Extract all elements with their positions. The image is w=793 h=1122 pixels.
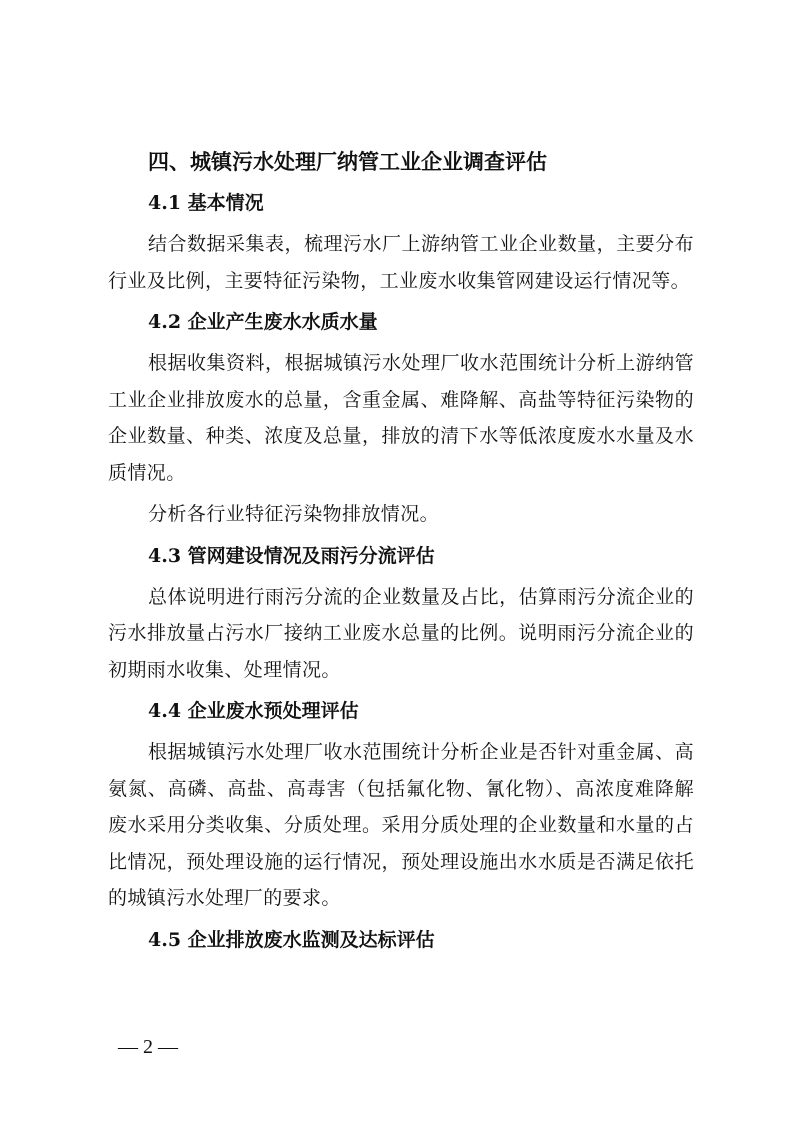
section-heading: 四、城镇污水处理厂纳管工业企业调查评估 [148, 150, 547, 174]
subsection-title-4-3: 4.3 管网建设情况及雨污分流评估 [148, 544, 435, 567]
subsection-title-4-2: 4.2 企业产生废水水质水量 [148, 311, 378, 333]
page-number: — 2 — [118, 1036, 178, 1058]
paragraph-4-2-water-quality: 根据收集资料，根据城镇污水处理厂收水范围统计分析上游纳管工业企业排放废水的总量，含重金属、难降解、高盐等特征污染物的企业数量、种类、浓度及总量，排放的清下水等低浓度废水水量及水质情况。 [108, 352, 694, 484]
document-body [108, 144, 694, 963]
paragraph-4-2-industry-pollutants: 分析各行业特征污染物排放情况。 [148, 503, 440, 525]
subsection-title-4-4: 4.4 企业废水预处理评估 [148, 700, 359, 722]
subsection-title-4-5: 4.5 企业排放废水监测及达标评估 [148, 928, 435, 951]
subsection-title-4-1: 4.1 基本情况 [148, 192, 264, 214]
paragraph-4-4-pretreatment: 根据城镇污水处理厂收水范围统计分析企业是否针对重金属、高氨氮、高磷、高盐、高毒害（包括氟化物、氰化物）、高浓度难降解废水采用分类收集、分质处理。采用分质处理的企业数量和水量的占比情况，预处理设施的运行情况，预处理设施出水水质是否满足依托的城镇污水处理厂的要求。 [108, 741, 694, 909]
paragraph-4-1-basic-info: 结合数据采集表，梳理污水厂上游纳管工业企业数量，主要分布行业及比例，主要特征污染物，工业废水收集管网建设运行情况等。 [108, 233, 694, 292]
paragraph-4-3-rain-sewage: 总体说明进行雨污分流的企业数量及占比，估算雨污分流企业的污水排放量占污水厂接纳工业废水总量的比例。说明雨污分流企业的初期雨水收集、处理情况。 [108, 585, 694, 681]
